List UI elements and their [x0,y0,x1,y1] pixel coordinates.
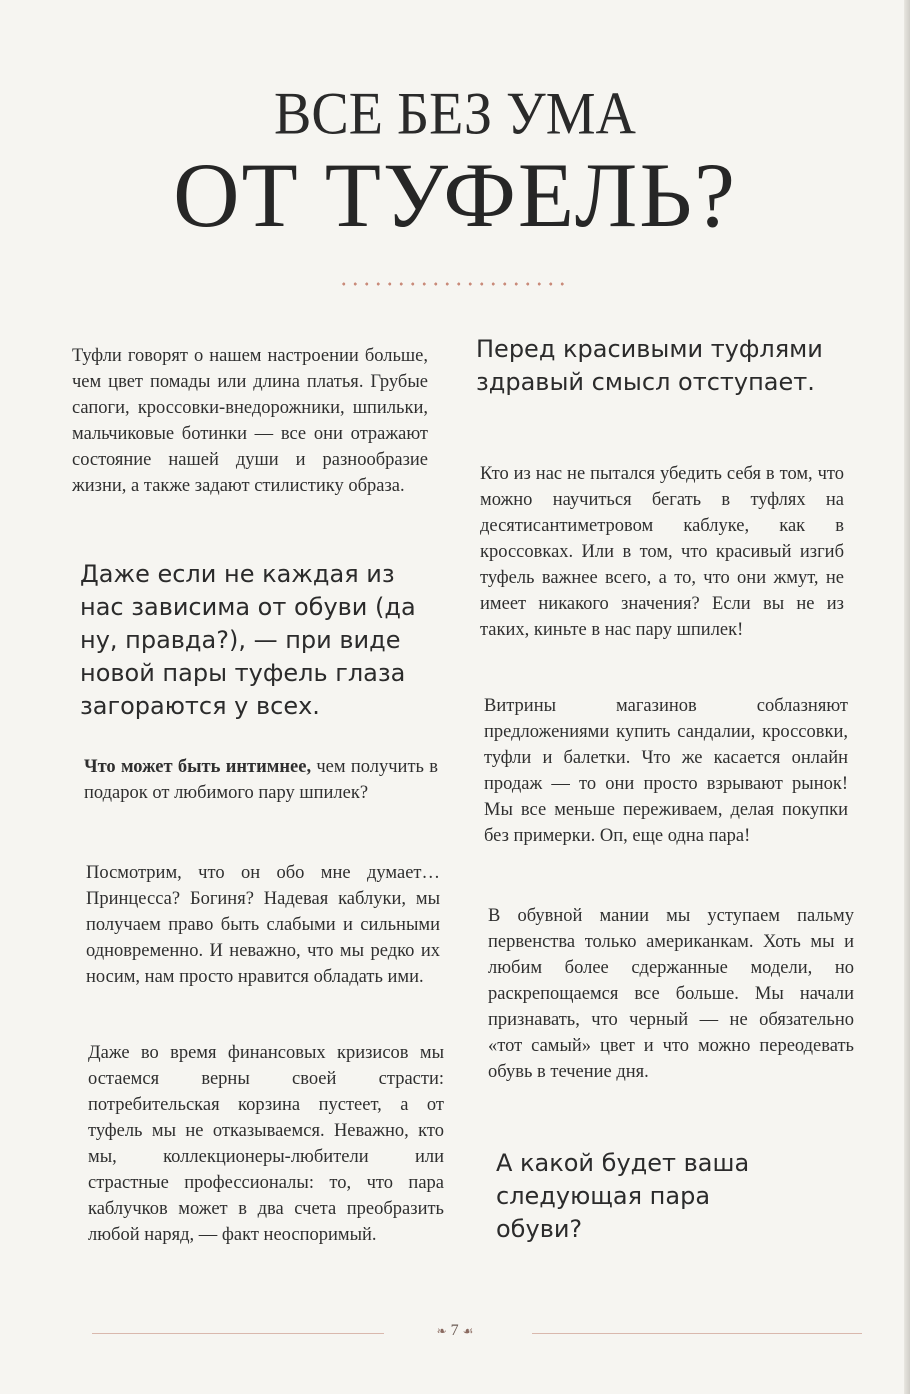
right-paragraph-3: В обувной мании мы уступаем пальму первенства только американкам. Хоть мы и любим более сдержанные модели, но раскрепощаемся все больше. Мы начали признавать, что черный — не обязательно «тот самый» цвет и что можно переодевать обувь в течение дня. [488,906,854,1082]
left-pull-quote [80,558,425,723]
ornament-left-icon: ❧ [436,1324,447,1338]
right-paragraph-1-wrap [480,461,844,643]
footer-rule-left [92,1333,384,1334]
right-paragraph-2: Витрины магазинов соблазняют предложениями купить сандалии, кроссовки, туфли и балетки. Что же касается онлайн продаж — то они просто взрывают рынок! Мы все меньше переживаем, делая покупки без примерки. Оп, еще одна пара! [484,696,848,846]
left-paragraph-4-wrap [88,1040,444,1248]
left-paragraph-2-rest: чем получить в подарок от любимого пару шпилек? [84,757,438,803]
footer-rule-right [532,1333,862,1334]
right-pull-quote-2 [496,1147,776,1246]
right-quote-2-text: А какой будет ваша следующая пара обуви? [496,1149,750,1243]
page-number-block [425,1322,485,1340]
left-quote-text: Даже если не каждая из нас зависима от обуви (да ну, правда?), — при виде новой пары туфель глаза загораются у всех. [80,560,416,720]
right-pull-quote-1 [476,333,826,399]
left-paragraph-3: Посмотрим, что он обо мне думает… Принцесса? Богиня? Надевая каблуки, мы получаем право быть слабыми и сильными одновременно. И неважно, что мы редко их носим, нам просто нравится обладать ими. [86,863,440,987]
left-paragraph-2-bold: Что может быть интимнее, [84,757,312,777]
left-paragraph-1: Туфли говорят о нашем настроении больше, чем цвет помады или длина платья. Грубые сапоги, кроссовки-внедорожники, шпильки, мальчиковые ботинки — все они отражают состояние нашей души и разнообразие жизни, а также задают стилистику образа. [72,346,428,496]
page-number: 7 [450,1322,459,1339]
right-paragraph-2-wrap [484,693,848,849]
right-paragraph-1: Кто из нас не пытался убедить себя в том, что можно научиться бегать в туфлях на десятисантиметровом каблуке, как в кроссовках. Или в том, что красивый изгиб туфель важнее всего, а то, что они жмут, не имеет никакого значения? Если вы не из таких, киньте в нас пару шпилек! [480,464,844,640]
left-column [72,343,428,499]
dotted-divider [338,282,568,286]
title-line-2: ОТ ТУФЕЛЬ? [173,144,737,246]
right-paragraph-3-wrap [488,903,854,1085]
left-paragraph-4: Даже во время финансовых кризисов мы остаемся верны своей страсти: потребительская корзина пустеет, а от туфель мы не отказываемся. Неважно, кто мы, коллекционеры-любители или страстные профессионалы: то, что пара каблучков может в два счета преобразить любой наряд, — факт неоспоримый. [88,1043,444,1245]
left-paragraph-2 [84,754,438,806]
title-line-1: ВСЕ БЕЗ УМА [274,80,636,148]
ornament-right-icon: ☙ [462,1324,474,1338]
left-paragraph-3-wrap [86,860,440,990]
right-quote-1-text: Перед красивыми туфлями здравый смысл отступает. [476,335,823,396]
